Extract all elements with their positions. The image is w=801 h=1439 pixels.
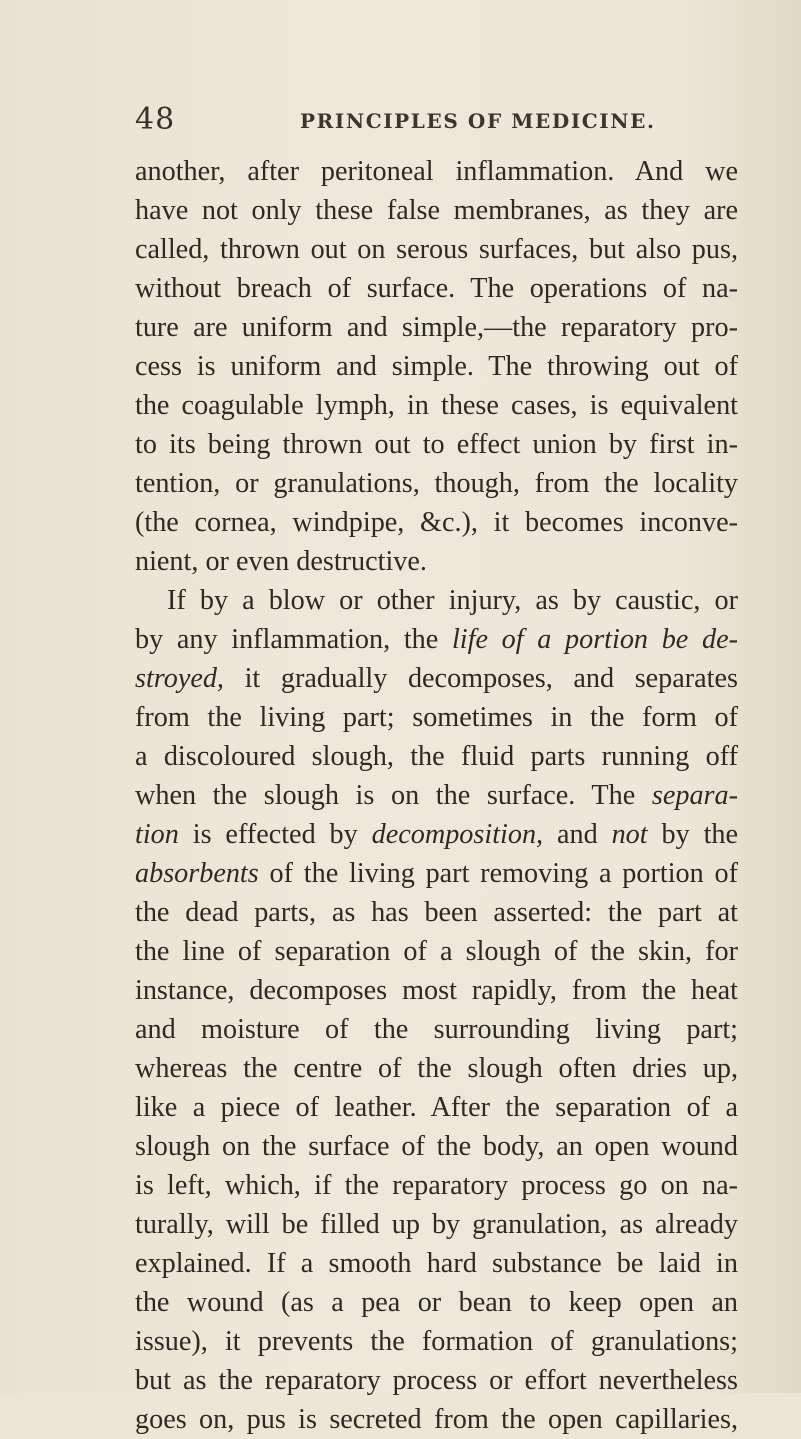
text-segment: turally, will be filled up by granulation, as already xyxy=(135,1209,738,1240)
italic-text: stroyed, xyxy=(135,663,224,694)
text-line xyxy=(135,581,738,620)
italic-text: life of a portion be de- xyxy=(451,624,738,655)
text-line xyxy=(135,893,738,932)
text-segment: (the cornea, windpipe, &c.), it becomes inconve- xyxy=(135,507,738,538)
text-line xyxy=(135,230,738,269)
text-line xyxy=(135,464,738,503)
text-line xyxy=(135,854,738,893)
text-line xyxy=(135,1010,738,1049)
text-line xyxy=(135,191,738,230)
text-line xyxy=(135,1127,738,1166)
italic-text: separa- xyxy=(651,780,738,811)
text-segment: issue), it prevents the formation of granulations; xyxy=(135,1326,738,1357)
text-line xyxy=(135,152,738,191)
text-segment: to its being thrown out to effect union by first in- xyxy=(135,429,738,460)
text-line xyxy=(135,308,738,347)
text-segment: is left, which, if the reparatory process go on na- xyxy=(135,1170,738,1201)
text-line xyxy=(135,932,738,971)
text-line xyxy=(135,1244,738,1283)
text-line xyxy=(135,269,738,308)
text-segment: from the living part; sometimes in the form of xyxy=(135,702,738,733)
text-segment: without breach of surface. The operations of na- xyxy=(135,273,738,304)
text-line xyxy=(135,347,738,386)
text-segment: whereas the centre of the slough often dries up, xyxy=(135,1053,738,1084)
italic-text: decomposition, xyxy=(371,819,544,850)
text-line xyxy=(135,1166,738,1205)
text-line xyxy=(135,542,738,581)
text-segment: If by a blow or other injury, as by caustic, or xyxy=(167,585,738,616)
text-line xyxy=(135,1400,738,1439)
text-segment: but as the reparatory process or effort nevertheless xyxy=(135,1365,738,1396)
text-line xyxy=(135,1049,738,1088)
text-line xyxy=(135,1322,738,1361)
text-line xyxy=(135,815,738,854)
page-number: 48 xyxy=(135,102,176,137)
text-segment: and xyxy=(543,819,612,850)
text-segment: and moisture of the surrounding living part; xyxy=(135,1014,738,1045)
text-line xyxy=(135,776,738,815)
text-segment: slough on the surface of the body, an open wound xyxy=(135,1131,738,1162)
text-line xyxy=(135,659,738,698)
italic-text: absorbents xyxy=(135,858,259,889)
text-segment: the wound (as a pea or bean to keep open an xyxy=(135,1287,738,1318)
text-line xyxy=(135,971,738,1010)
text-segment: a discoloured slough, the fluid parts running off xyxy=(135,741,738,772)
running-head: PRINCIPLES OF MEDICINE. xyxy=(300,109,656,133)
text-line xyxy=(135,1205,738,1244)
text-line xyxy=(135,737,738,776)
italic-text: not xyxy=(611,819,648,850)
italic-text: tion xyxy=(135,819,179,850)
text-segment: of the living part removing a portion of xyxy=(258,858,738,889)
text-segment: have not only these false membranes, as they are xyxy=(135,195,738,226)
text-segment: ture are uniform and simple,—the reparatory pro- xyxy=(135,312,738,343)
text-segment: instance, decomposes most rapidly, from the heat xyxy=(135,975,738,1006)
text-segment: like a piece of leather. After the separation of a xyxy=(135,1092,738,1123)
text-line xyxy=(135,425,738,464)
text-segment: by any inflammation, the xyxy=(135,624,452,655)
text-segment: tention, or granulations, though, from the locality xyxy=(135,468,738,499)
text-segment: when the slough is on the surface. The xyxy=(135,780,652,811)
text-segment: is effected by xyxy=(178,819,372,850)
text-line xyxy=(135,698,738,737)
text-segment: cess is uniform and simple. The throwing out of xyxy=(135,351,738,382)
text-segment: the line of separation of a slough of the skin, for xyxy=(135,936,738,967)
text-line xyxy=(135,1361,738,1400)
text-segment: called, thrown out on serous surfaces, but also pus, xyxy=(135,234,738,265)
text-line xyxy=(135,386,738,425)
text-segment: the coagulable lymph, in these cases, is equivalent xyxy=(135,390,738,421)
body-text xyxy=(135,152,738,1439)
text-segment: nient, or even destructive. xyxy=(135,546,427,577)
page-header xyxy=(135,100,735,140)
text-segment: it gradually decomposes, and separates xyxy=(223,663,738,694)
text-line xyxy=(135,1088,738,1127)
text-line xyxy=(135,503,738,542)
text-segment: another, after peritoneal inflammation. And we xyxy=(135,156,738,187)
text-segment: by the xyxy=(647,819,739,850)
text-segment: explained. If a smooth hard substance be laid in xyxy=(135,1248,738,1279)
text-line xyxy=(135,1283,738,1322)
text-line xyxy=(135,620,738,659)
text-segment: the dead parts, as has been asserted: the part at xyxy=(135,897,738,928)
text-segment: goes on, pus is secreted from the open capillaries, xyxy=(135,1404,738,1435)
